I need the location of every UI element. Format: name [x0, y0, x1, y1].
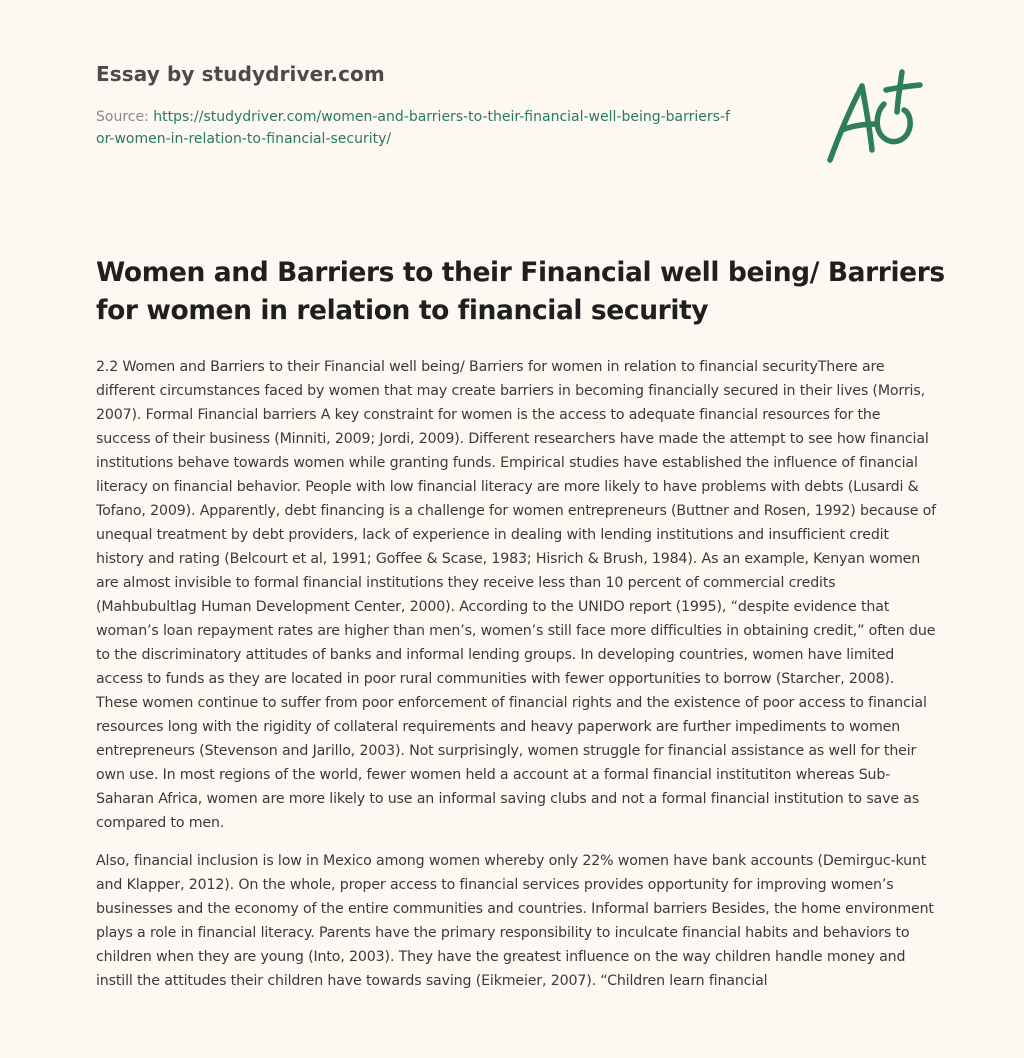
source-label: Source: [96, 109, 149, 125]
site-title: Essay by studydriver.com [96, 62, 385, 86]
document-title: Women and Barriers to their Financial well being/ Barriers for women in relation to financial security [96, 257, 945, 326]
source-line [96, 106, 736, 150]
paragraph: Also, financial inclusion is low in Mexico among women whereby only 22% women have bank accounts (Demirguc-kunt and Klapper, 2012). On the whole, proper access to financial services provides opportunity for improving women’s businesses and the economy of the entire communities and countries. Informal barriers Besides, the home environment plays a role in financial literacy. Parents have the primary responsibility to inculcate financial habits and behaviors to children when they are young (Into, 2003). They have the greatest influence on the way children handle money and instill the attitudes their children have towards saving (Eikmeier, 2007). “Children learn financial [96, 853, 934, 989]
source-link[interactable]: https://studydriver.com/women-and-barriers-to-their-financial-well-being-barriers-for-women-in-relation-to-financial-security/ [96, 109, 730, 147]
paragraph: 2.2 Women and Barriers to their Financial well being/ Barriers for women in relation to financial securityThere are different circumstances faced by women that may create barriers in becoming financially secured in their lives (Morris, 2007). Formal Financial barriers A key constraint for women is the access to adequate financial resources for the success of their business (Minniti, 2009; Jordi, 2009). Different researchers have made the attempt to see how financial institutions behave towards women while granting funds. Empirical studies have established the influence of financial literacy on financial behavior. People with low financial literacy are more likely to have problems with debts (Lusardi & Tofano, 2009). Apparently, debt financing is a challenge for women entrepreneurs (Buttner and Rosen, 1992) because of unequal treatment by debt providers, lack of experience in dealing with lending institutions and insufficient credit history and rating (Belcourt et al, 1991; Goffee & Scase, 1983; Hisrich & Brush, 1984). As an example, Kenyan women are almost invisible to formal financial institutions they receive less than 10 percent of commercial credits (Mahbubultlag Human Development Center, 2000). According to the UNIDO report (1995), “despite evidence that woman’s loan repayment rates are higher than men’s, women’s still face more difficulties in obtaining credit,” often due to the discriminatory attitudes of banks and informal lending groups. In developing countries, women have limited access to funds as they are located in poor rural communities with fewer opportunities to borrow (Starcher, 2008). These women continue to suffer from poor enforcement of financial rights and the existence of poor access to financial resources long with the rigidity of collateral requirements and heavy paperwork are further impediments to women entrepreneurs (Stevenson and Jarillo, 2003). Not surprisingly, women struggle for financial assistance as well for their own use. In most regions of the world, fewer women held a account at a formal financial institutiton whereas Sub-Saharan Africa, women are more likely to use an informal saving clubs and not a formal financial institution to save as compared to men. [96, 359, 937, 831]
document-body [96, 355, 936, 1007]
a-plus-grade-logo [820, 68, 930, 168]
page-header [96, 62, 816, 150]
